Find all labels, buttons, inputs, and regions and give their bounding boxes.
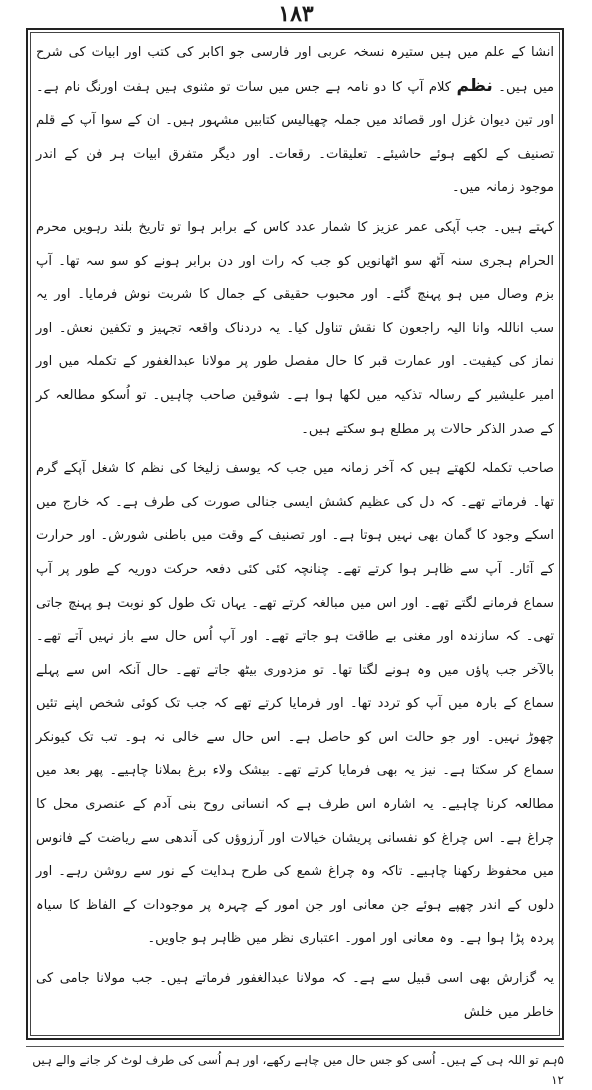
paragraph-4 bbox=[36, 962, 554, 1029]
footnote: ۵ہم تو اللہ ہی کے ہیں۔ اُسی کو جس حال میں چاہے رکھے، اور ہم اُسی کی طرف لوٹ کر جانے والے ہیں ۱۲ bbox=[32, 1053, 564, 1087]
page-text-frame bbox=[26, 28, 564, 1040]
footnote-divider bbox=[26, 1046, 564, 1047]
paragraph-1-segment-1: انشا کے علم میں ہیں ستیرہ نسخہ عربی اور فارسی جو اکابر کی کتب اور ابیات کی شرح میں ہیں۔ bbox=[36, 45, 554, 95]
paragraph-4-segment-1: یہ گزارش بھی اسی قبیل سے ہے۔ کہ مولانا عبدالغفور فرماتے ہیں۔ جب مولانا جامی کی خاطر میں خلش bbox=[36, 971, 554, 1020]
paragraph-3-segment-1: صاحب تکملہ لکھتے ہیں کہ آخر زمانہ میں جب کہ یوسف زلیخا کی نظم کا شغل آپکے گرم تھا۔ فرماتے تھے۔ کہ دل کی عظیم کشش ایسی جنالی صورت کی طرف ہے۔ کہ خارج میں اسکے وجود کا گمان بھی نہیں ہوتا ہے۔ اور تصنیف کے وقت میں باطنی شورش۔ اور حرارت کے آثار۔ آپ سے ظاہر ہوا کرتے تھے۔ چنانچہ کئی کئی دفعہ حرکت دوریہ کے طور پر آپ سماع فرمانے لگتے تھے۔ اور اس میں مبالغہ کرتے تھے۔ یہاں تک طول کو نوبت ہو پہنچ جاتی تھی۔ کہ سازندہ اور مغنی بے طاقت ہو جاتے تھے۔ اور آپ اُس حال سے باز نہیں آتے تھے۔ بالآخر جب پاؤں میں وہ ہونے لگتا تھا۔ تو مزدوری بیٹھ جاتے تھے۔ حال آنکہ اس سے پہلے سماع کے بارہ میں آپ کو تردد تھا۔ اور فرمایا کرتے تھے کہ جب تک کوئی شخص اپنے تئیں چھوڑ نہیں۔ اور جو حالت اس کو حاصل ہے۔ اس حال سے خالی نہ ہو۔ تب تک کیونکر سماع کر سکتا ہے۔ نیز یہ بھی فرمایا کرتے تھے۔ بیشک ولاء برغ بملانا چاہیے۔ پھر بعد میں مطالعہ کرنا چاہیے۔ یہ اشارہ اس طرف ہے کہ انسانی روح بنی آدم کے عنصری محل کا چراغ ہے۔ اس چراغ کو نفسانی پریشان خیالات اور آرزوؤں کی آندھی سے ریاضت کے فانوس میں محفوظ رکھنا چاہیے۔ تاکہ وہ چراغ شمع کی طرح ہدایت کے نور سے روشن رہے۔ اور دلوں کے اندر چھپے ہوئے جن معانی اور جن امور کے چہرہ پر موجودات کے الفاظ کا سیاہ پردہ پڑا ہوا ہے۔ وہ معانی اور امور۔ اعتباری نظر میں ظاہر ہو جاویں۔ bbox=[36, 461, 554, 947]
paragraph-1-heading-nazm: نظم bbox=[456, 75, 493, 96]
page-number: ۱۸۳ bbox=[278, 1, 314, 27]
paragraph-3 bbox=[36, 452, 554, 956]
paragraph-2 bbox=[36, 211, 554, 446]
paragraph-1-segment-3: کلام آپ کا دو نامہ ہے جس میں سات تو مثنوی ہیں ہفت اورنگ نام ہے۔ اور تین دیوان غزل اور قصائد میں جملہ چھیالیس کتابیں مشہور ہیں۔ ان کے سوا آپ کے قلم تصنیف کے لکھے ہوئے حاشیئے۔ تعلیقات۔ رقعات۔ اور دیگر متفرق ابیات ہر فن کے اندر موجود زمانہ میں۔ bbox=[36, 79, 554, 196]
paragraph-1 bbox=[36, 36, 554, 205]
paragraph-2-segment-1: کہتے ہیں۔ جب آپکی عمر عزیز کا شمار عدد کاس کے برابر ہوا تو تاریخ بلند رہویں محرم الحرام ہجری سنہ آٹھ سو اٹھانویں کو جب کہ رات اور دن برابر ہونے کو سو سہ تھا۔ آپ بزم وصال میں ہو پہنچ گئے۔ اور محبوب حقیقی کے جمال کا شربت نوش فرمایا۔ اور یہ سب اناللہ وانا الیہ راجعون کا نقش تناول کیا۔ یہ دردناک واقعہ تجہیز و تکفین نعش۔ اور نماز کی کیفیت۔ اور عمارت قبر کا حال مفصل طور پر مولانا عبدالغفور کے تکملہ میں اور امیر علیشیر کے رسالہ تذکیہ میں لکھا ہوا ہے۔ شوقین صاحب چاہیں۔ تو اُسکو مطالعہ کر کے صدر الذکر حالات پر مطلع ہو سکتے ہیں۔ bbox=[36, 219, 554, 437]
